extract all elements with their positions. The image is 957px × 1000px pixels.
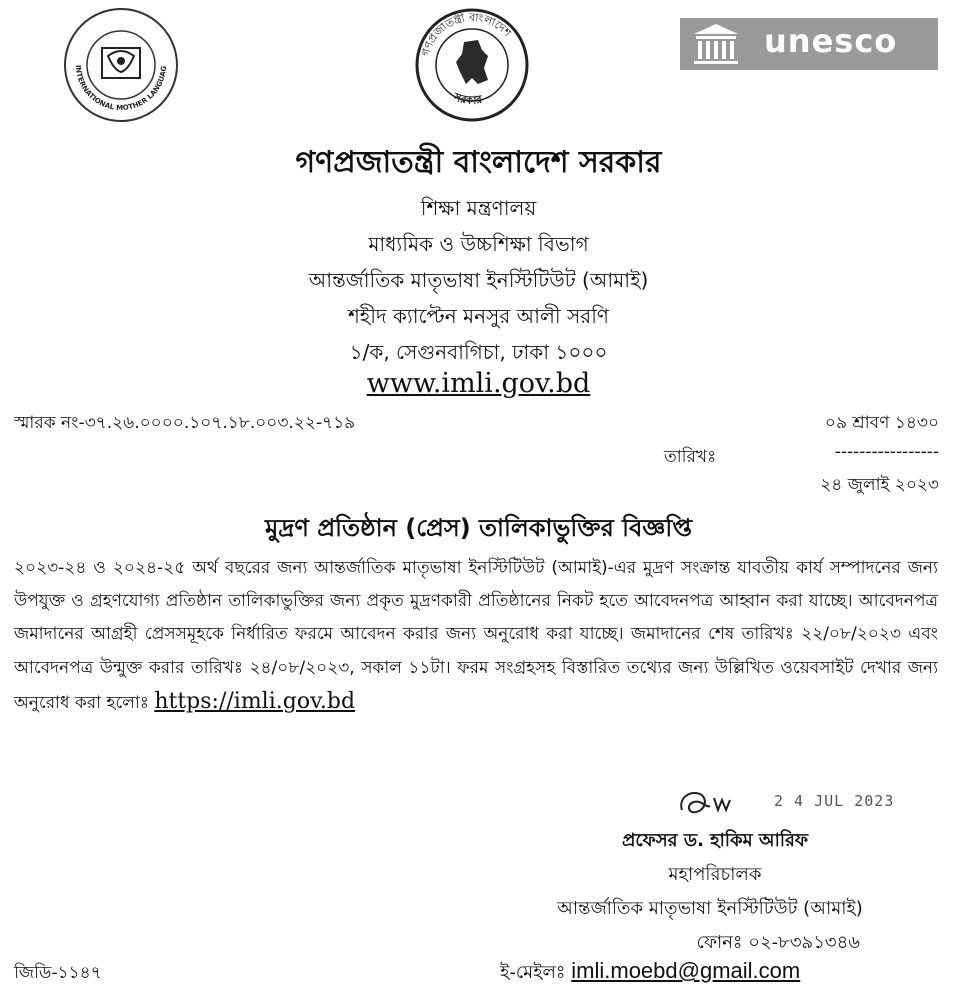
- government-seal: [408, 6, 536, 124]
- seal-text-bottom: সরকার: [451, 90, 483, 107]
- street-line: শহীদ ক্যাপ্টেন মনসুর আলী সরণি: [347, 304, 610, 328]
- notice-website-link[interactable]: https://imli.gov.bd: [154, 688, 356, 714]
- imli-logo: [62, 6, 180, 124]
- date-english: ২৪ জুলাই ২০২৩: [820, 475, 939, 495]
- email-link[interactable]: imli.moebd@gmail.com: [571, 958, 801, 983]
- institute-line: আন্তর্জাতিক মাতৃভাষা ইনস্টিটিউট (আমাই): [308, 268, 649, 292]
- received-date-stamp: 2 4 JUL 2023: [774, 792, 895, 810]
- unesco-logo: [680, 18, 938, 70]
- date-bengali: ০৯ শ্রাবণ ১৪৩০: [824, 413, 939, 433]
- website-link[interactable]: www.imli.gov.bd: [366, 368, 591, 399]
- signatory-organization: আন্তর্জাতিক মাতৃভাষা ইনস্টিটিউট (আমাই): [557, 898, 863, 919]
- government-title: গণপ্রজাতন্ত্রী বাংলাদেশ সরকার: [295, 145, 662, 180]
- date-label: তারিখঃ: [664, 447, 717, 467]
- phone-number: ফোনঃ ০২-৮৩৯১৩৪৬: [696, 932, 860, 953]
- gd-number: জিডি-১১৪৭: [14, 963, 102, 983]
- email-row: [500, 958, 800, 989]
- unesco-wordmark: unesco: [764, 22, 898, 60]
- signatory-name: প্রফেসর ড. হাকিম আরিফ: [621, 830, 809, 851]
- signature-image: [676, 784, 750, 824]
- signatory-designation: মহাপরিচালক: [668, 864, 762, 885]
- seal-text-top: গণপ্রজাতন্ত্রী বাংলাদেশ: [418, 10, 514, 58]
- address-line: ১/ক, সেগুনবাগিচা, ঢাকা ১০০০: [349, 340, 608, 364]
- memo-number: স্মারক নং-৩৭.২৬.০০০০.১০৭.১৮.০০৩.২২-৭১৯: [14, 413, 356, 433]
- division-line: মাধ্যমিক ও উচ্চশিক্ষা বিভাগ: [368, 232, 589, 256]
- notice-body-text: ২০২৩-২৪ ও ২০২৪-২৫ অর্থ বছরের জন্য আন্তর্জাতিক মাতৃভাষা ইনস্টিটিউট (আমাই)-এর মুদ্রণ সংক্রান্ত যাবতীয় কার্য সম্পাদনের জন্য উপযুক্ত ও গ্রহণযোগ্য প্রতিষ্ঠান তালিকাভুক্তির জন্য প্রকৃত মুদ্রণকারী প্রতিষ্ঠানের নিকট হতে আবেদনপত্র আহ্বান করা যাচ্ছে। আবেদনপত্র জমাদানের আগ্রহী প্রেসসমূহকে নির্ধারিত ফরমে আবেদন করার জন্য অনুরোধ করা যাচ্ছে। জমাদানের শেষ তারিখঃ ২২/০৮/২০২৩ এবং আবেদনপত্র উন্মুক্ত করার তারিখঃ ২৪/০৮/২০২৩, সকাল ১১টা। ফরম সংগ্রহসহ বিস্তারিত তথ্যের জন্য উল্লিখিত ওয়েবসাইট দেখার জন্য অনুরোধ করা হলোঃ: [14, 558, 938, 713]
- notice-title: মুদ্রণ প্রতিষ্ঠান (প্রেস) তালিকাভুক্তির বিজ্ঞপ্তি: [265, 514, 692, 542]
- imli-logo-text: INTERNATIONAL MOTHER LANGUAG: [73, 64, 169, 113]
- notice-body: [14, 552, 938, 720]
- ministry-line: শিক্ষা মন্ত্রণালয়: [420, 196, 537, 220]
- email-label: ই-মেইলঃ: [500, 962, 566, 983]
- date-divider: -----------------: [834, 442, 939, 462]
- svg-text:সরকার: [451, 90, 484, 107]
- svg-text:INTERNATIONAL MOTHER LANGUAGE: [62, 6, 168, 112]
- unesco-temple-icon: [680, 18, 752, 70]
